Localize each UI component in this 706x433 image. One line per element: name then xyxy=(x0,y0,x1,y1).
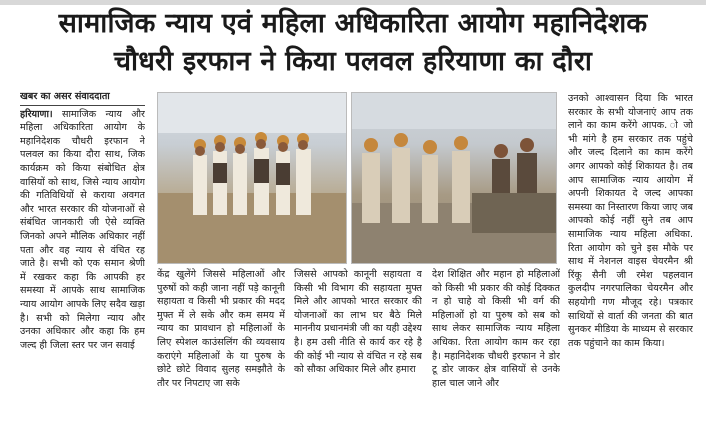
article-column-2-text: केंद्र खुलेंगे जिससे महिलाओं और पुरुषों को कही जाना नहीं पड़े कानूनी सहायता व किसी भी प्रकार की मदद मुफ्त में ले सके और कम समय में न्याय का प्रावधान हो महिलाओं के लिए स्पेशल काउंसलिंग की व्यवसाय कराएंगे महिलाओं के या पुरुष के छोटे छोटे विवाद सुलह समझौते के तौर पर निपटाए जा सके xyxy=(157,269,285,389)
article-column-1-text: सामाजिक न्याय और महिला अधिकारिता आयोग के महानिदेशक चौधरी इरफान ने पलवल का किया दौरा साथ, जिक कार्यक्रम को किया संबोधित क्षेत्र वासियों को साथ, जिसे न्याय आयोग की गतिविधियों से कराया अवगत और भारत सरकार की योजनाओं से संबंधित जानकारी जी ऐसे व्यक्ति जिनको अपने मौलिक अधिकार नहीं पता और वह न्याय से वंचित रह जाते है। सभी को एक समान श्रेणी में रखकर कहा कि आपकी हर समस्या में आपके साथ सामाजिक न्याय आयोग आपके लिए सदैव खड़ा है। सभी को मिलेगा न्याय और उनका अधिकार और कहा कि हम जल्द ही जिला स्तर पर जन सवाई xyxy=(20,108,145,351)
headline-line-2: चौधरी इरफान ने किया पलवल हरियाणा का दौरा xyxy=(113,46,593,77)
article-dateline: हरियाणा। xyxy=(20,108,53,120)
article-column-1 xyxy=(20,90,145,430)
article-column-4-text: देश शिक्षित और महान हो महिलाओं को किसी भी प्रकार की कोई दिक्कत न हो चाहे वो किसी भी वर्ग की महिलाओं हो या पुरुष को सब को साथ लेकर सामाजिक न्याय महिला अधिका. रिता आयोग काम कर रहा है। महानिदेशक चौधरी इरफान ने डोर टू डोर जाकर क्षेत्र वासियों से उनके हाल चाल जाने और xyxy=(432,269,560,389)
article-column-2 xyxy=(157,268,285,428)
article-column-3 xyxy=(294,268,422,428)
article-column-4 xyxy=(432,268,560,428)
top-rule xyxy=(0,0,706,5)
article-column-5-text: उनको आश्वासन दिया कि भारत सरकार के सभी योजनाएं आप तक लाने का काम करेंगे आपक. ो जो भी मांगे है हम सरकार तक पहुंचे और जल्द दिलाने का काम करेंगे अगर आपको कोई शिकायत है। तब आप सामाजिक न्याय आयोग में अपनी शिकायत दे जल्द आपका समस्या का निस्तारण किया जाए जब आपको कोई नहीं सुने तब आप सामाजिक न्याय महिला अधिका. रिता आयोग को चुने इस मौके पर साथ में नेशनल वाइस चेयरमैन श्री रिंकू सैनी जी रमेश पहलवान कुलदीप नगरपालिका चेयरमैन और सहयोगी गण मौजूद रहे। पत्रकार साथियों से वार्ता की जनता की बात सुनकर मीडिया के माध्यम से सरकार तक पहुंचाने का काम किया। xyxy=(568,93,693,349)
crowd-photo-icon xyxy=(351,92,557,264)
article-kicker: खबर का असर संवाददाता xyxy=(20,90,145,106)
group-photo-icon xyxy=(157,92,347,264)
headline-line-1: सामाजिक न्याय एवं महिला अधिकारिता आयोग महानिदेशक xyxy=(58,8,648,39)
article-column-5 xyxy=(568,92,693,430)
article-column-3-text: जिससे आपको कानूनी सहायता व किसी भी विभाग की सहायता मुफ्त मिले और आपको भारत सरकार की योजनाओं का लाभ घर बैठे मिले माननीय प्रधानमंत्री जी का यही उद्देश्य है। हम उसी नीति से कार्य कर रहे है की कोई भी न्याय से वंचित न रहे सब को सौका अधिकार मिले और हमारा xyxy=(294,269,422,376)
